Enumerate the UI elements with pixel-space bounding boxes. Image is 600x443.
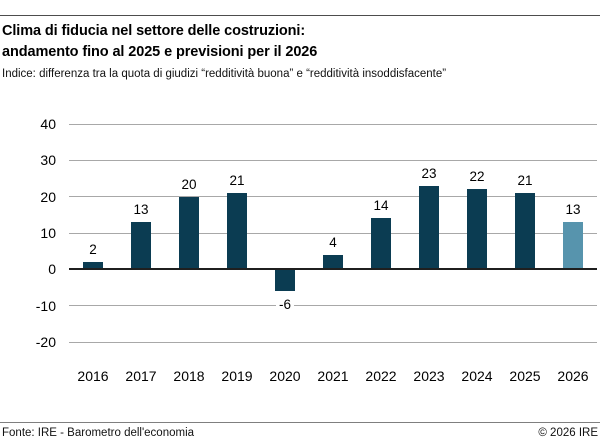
bar-2026 (563, 222, 583, 269)
x-axis-label: 2019 (221, 368, 253, 384)
y-axis-label: 10 (40, 225, 56, 241)
bar-2021 (323, 255, 343, 270)
x-axis-label: 2020 (269, 368, 301, 384)
bar-2022 (371, 218, 391, 269)
x-axis-label: 2025 (509, 368, 541, 384)
x-axis-label: 2021 (317, 368, 349, 384)
bar-value-label: 13 (130, 202, 151, 218)
y-axis-label: 0 (48, 261, 56, 278)
y-axis-label: 40 (40, 116, 56, 132)
bar-value-label: 20 (178, 177, 199, 193)
bar-value-label: 14 (370, 198, 391, 214)
bar-value-label: 22 (466, 169, 487, 185)
chart-title-line-1: Clima di fiducia nel settore delle costruzioni: (2, 23, 306, 39)
chart-title-line-2: andamento fino al 2025 e previsioni per il 2026 (2, 44, 318, 60)
bar-value-label: 13 (562, 202, 583, 218)
y-axis-label: 30 (40, 152, 56, 169)
source-note: Fonte: IRE - Barometro dell'economia (2, 427, 195, 439)
bar-value-label: -6 (276, 297, 294, 313)
gridline (69, 124, 597, 125)
bar-2019 (227, 193, 247, 269)
y-axis-label: 20 (40, 188, 56, 205)
chart-subtitle: Indice: differenza tra la quota di giudizi “redditività buona” e “redditività insoddisfacente” (2, 68, 447, 80)
gridline (69, 342, 597, 343)
bar-2020 (275, 269, 295, 291)
footer-divider (0, 422, 600, 423)
x-axis-label: 2026 (557, 368, 589, 384)
bar-2023 (419, 186, 439, 270)
bar-value-label: 23 (418, 166, 439, 182)
gridline (69, 305, 597, 306)
bar-2017 (131, 222, 151, 269)
bar-2018 (179, 197, 199, 270)
bar-value-label: 21 (226, 173, 247, 189)
y-axis-label: -10 (35, 297, 56, 314)
x-axis-label: 2017 (125, 368, 157, 384)
bar-value-label: 2 (86, 242, 100, 258)
bar-2024 (467, 189, 487, 269)
x-axis-label: 2018 (173, 368, 205, 384)
x-axis-label: 2016 (77, 368, 109, 384)
gridline (69, 160, 597, 161)
bar-2025 (515, 193, 535, 269)
y-axis-label: -20 (35, 334, 56, 350)
zero-axis-line (69, 268, 597, 270)
x-axis-label: 2023 (413, 368, 445, 384)
x-axis-label: 2024 (461, 368, 493, 384)
chart-footer (0, 427, 600, 439)
copyright-note: © 2026 IRE (538, 427, 598, 439)
x-axis-label: 2022 (365, 368, 397, 384)
bar-value-label: 21 (514, 173, 535, 189)
bar-value-label: 4 (326, 235, 340, 251)
